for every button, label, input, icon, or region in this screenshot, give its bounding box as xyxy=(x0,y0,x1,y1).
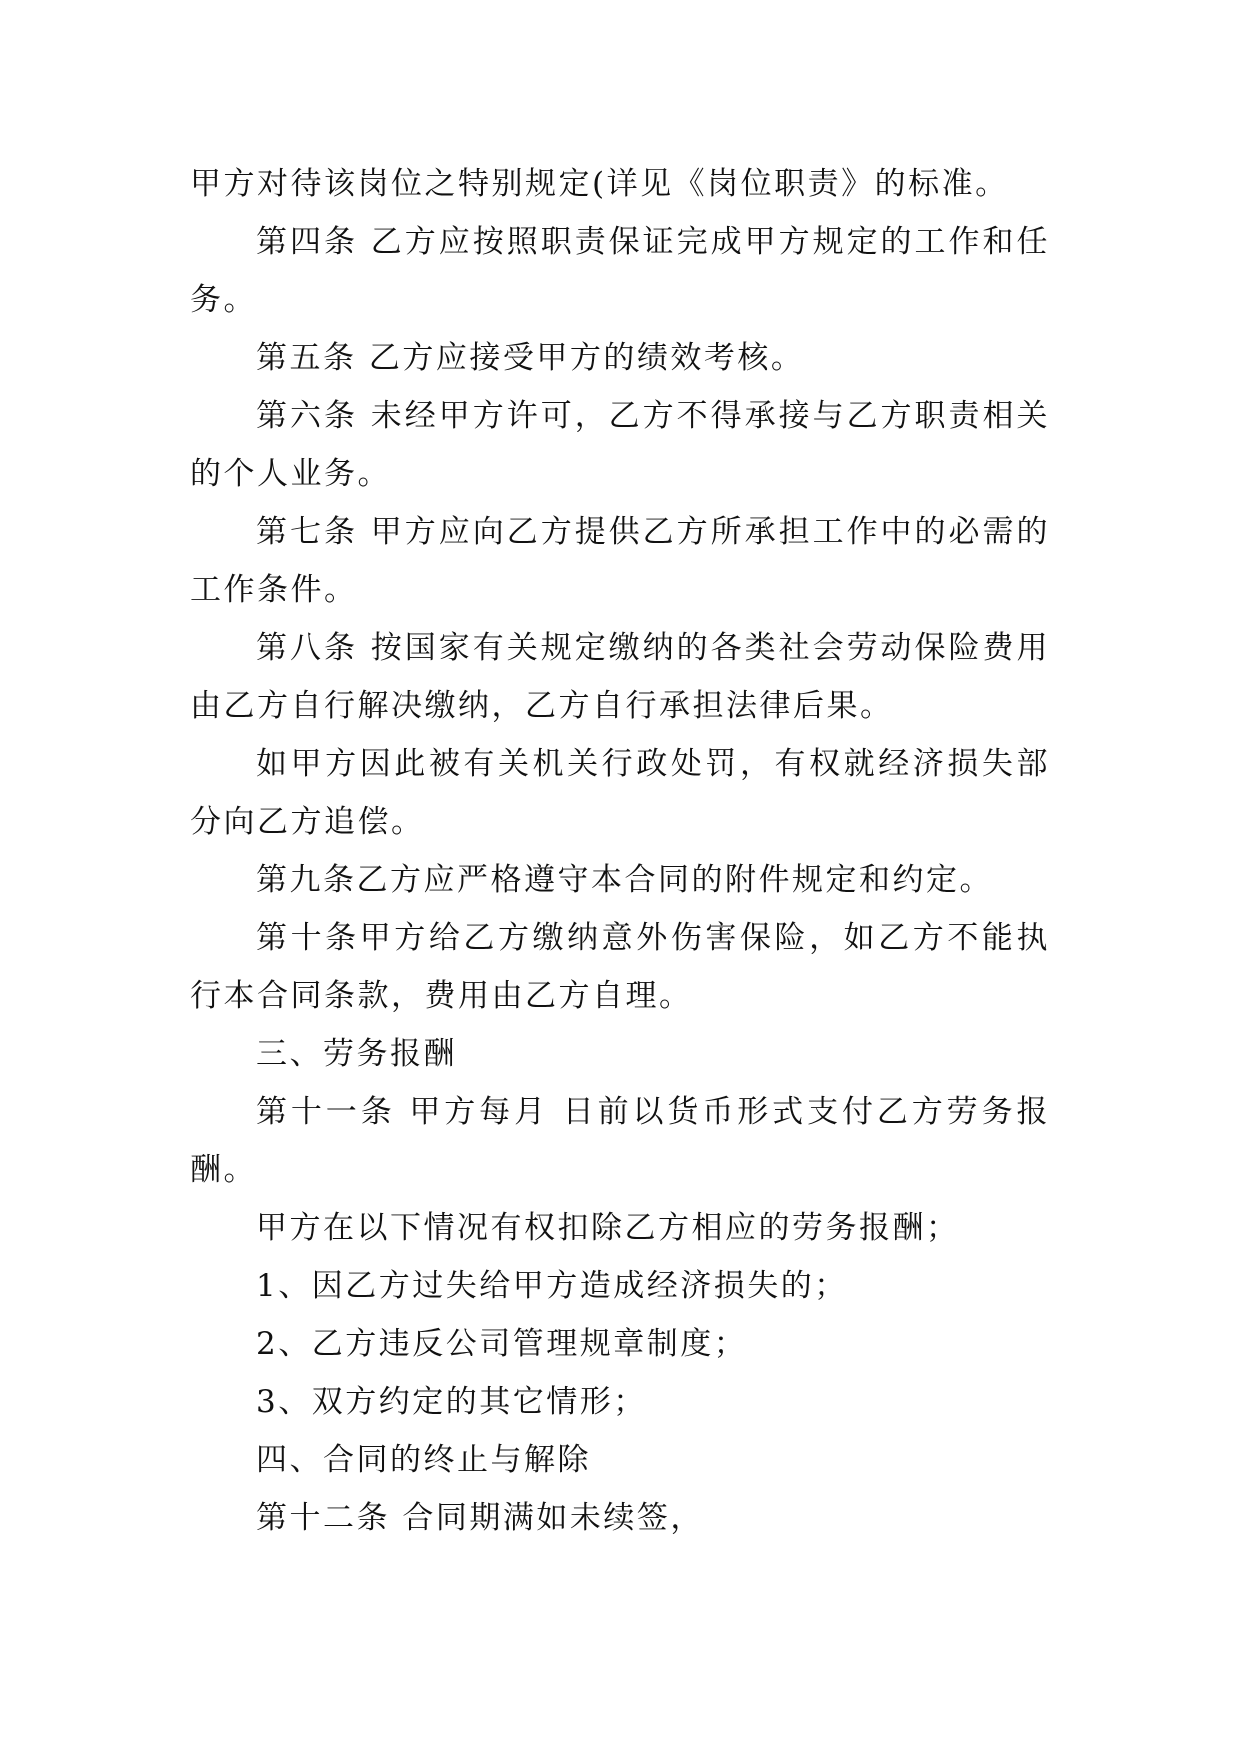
paragraph-article-5: 第五条 乙方应接受甲方的绩效考核。 xyxy=(256,340,805,376)
paragraph-article-4: 第四条 乙方应按照职责保证完成甲方规定的工作和任务。 xyxy=(190,224,1050,318)
list-item-deduction-2: 2、乙方违反公司管理规章制度； xyxy=(256,1326,748,1362)
paragraph-article-10: 第十条甲方给乙方缴纳意外伤害保险，如乙方不能执行本合同条款，费用由乙方自理。 xyxy=(190,920,1050,1014)
paragraph-deduction-intro: 甲方在以下情况有权扣除乙方相应的劳务报酬； xyxy=(256,1210,960,1246)
document-body xyxy=(190,155,1050,1547)
paragraph-article-6: 第六条 未经甲方许可，乙方不得承接与乙方职责相关的个人业务。 xyxy=(190,398,1050,492)
paragraph-article-11: 第十一条 甲方每月 日前以货币形式支付乙方劳务报酬。 xyxy=(190,1094,1050,1188)
paragraph-article-7: 第七条 甲方应向乙方提供乙方所承担工作中的必需的工作条件。 xyxy=(190,514,1050,608)
paragraph-article-12: 第十二条 合同期满如未续签， xyxy=(256,1500,704,1536)
section-heading-remuneration: 三、劳务报酬 xyxy=(256,1036,457,1072)
list-item-deduction-1: 1、因乙方过失给甲方造成经济损失的； xyxy=(256,1268,848,1304)
section-heading-termination: 四、合同的终止与解除 xyxy=(256,1442,591,1478)
paragraph-penalty-recovery: 如甲方因此被有关机关行政处罚，有权就经济损失部分向乙方追偿。 xyxy=(190,746,1050,840)
paragraph-position-rules: 甲方对待该岗位之特别规定(详见《岗位职责》的标准。 xyxy=(190,166,1009,202)
list-item-deduction-3: 3、双方约定的其它情形； xyxy=(256,1384,647,1420)
paragraph-article-9: 第九条乙方应严格遵守本合同的附件规定和约定。 xyxy=(256,862,993,898)
paragraph-article-8: 第八条 按国家有关规定缴纳的各类社会劳动保险费用由乙方自行解决缴纳，乙方自行承担法律后果。 xyxy=(190,630,1050,724)
